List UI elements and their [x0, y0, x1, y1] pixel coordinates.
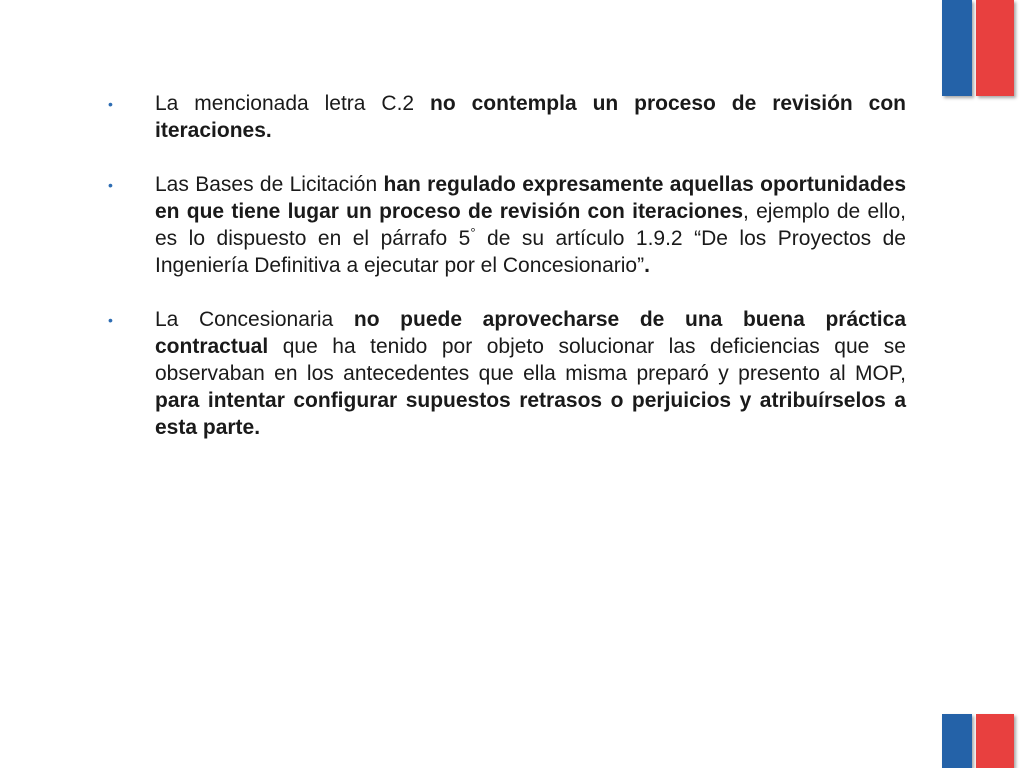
- text-run-bold: para intentar configurar supuestos retrasos o perjuicios y atribuírselos a esta parte.: [155, 389, 906, 439]
- text-run-bold: .: [644, 254, 650, 277]
- bullet-icon: •: [108, 96, 113, 112]
- flag-red-stripe: [976, 0, 1014, 96]
- text-run-bold: no contempla un proceso de revisión con iteraciones.: [155, 92, 907, 142]
- flag-decoration-top: [942, 0, 1014, 96]
- bullet-item: [108, 171, 906, 279]
- bullet-text: [155, 90, 906, 144]
- bullet-icon: •: [108, 312, 113, 328]
- text-run-bold: han regulado expresamente aquellas oportunidades en que tiene lugar un proceso de revisión con iteraciones: [155, 173, 906, 223]
- bullet-item: [108, 306, 906, 441]
- bullet-text: [155, 171, 906, 279]
- flag-blue-stripe: [942, 714, 972, 768]
- slide-content: [108, 90, 906, 468]
- bullet-item: [108, 90, 906, 144]
- text-run: La Concesionaria: [155, 308, 354, 331]
- flag-decoration-bottom: [942, 714, 1014, 768]
- bullet-text: [155, 306, 906, 441]
- text-run: de su artículo 1.9.2 “De los Proyectos de Ingeniería Definitiva a ejecutar por el Concesionario”: [155, 227, 906, 277]
- flag-blue-stripe: [942, 0, 972, 96]
- flag-red-stripe: [976, 714, 1014, 768]
- text-run-bold: no puede aprovecharse de una buena práctica contractual: [155, 308, 906, 358]
- degree-symbol: °: [470, 225, 476, 240]
- text-run: La mencionada letra C.2: [155, 92, 431, 115]
- text-run: Las Bases de Licitación: [155, 173, 384, 196]
- text-run: , ejemplo de ello, es lo dispuesto en el párrafo 5: [155, 200, 906, 250]
- text-run: que ha tenido por objeto solucionar las deficiencias que se observaban en los antecedentes que ella misma preparó y presento al MOP,: [155, 335, 906, 385]
- bullet-icon: •: [108, 177, 113, 193]
